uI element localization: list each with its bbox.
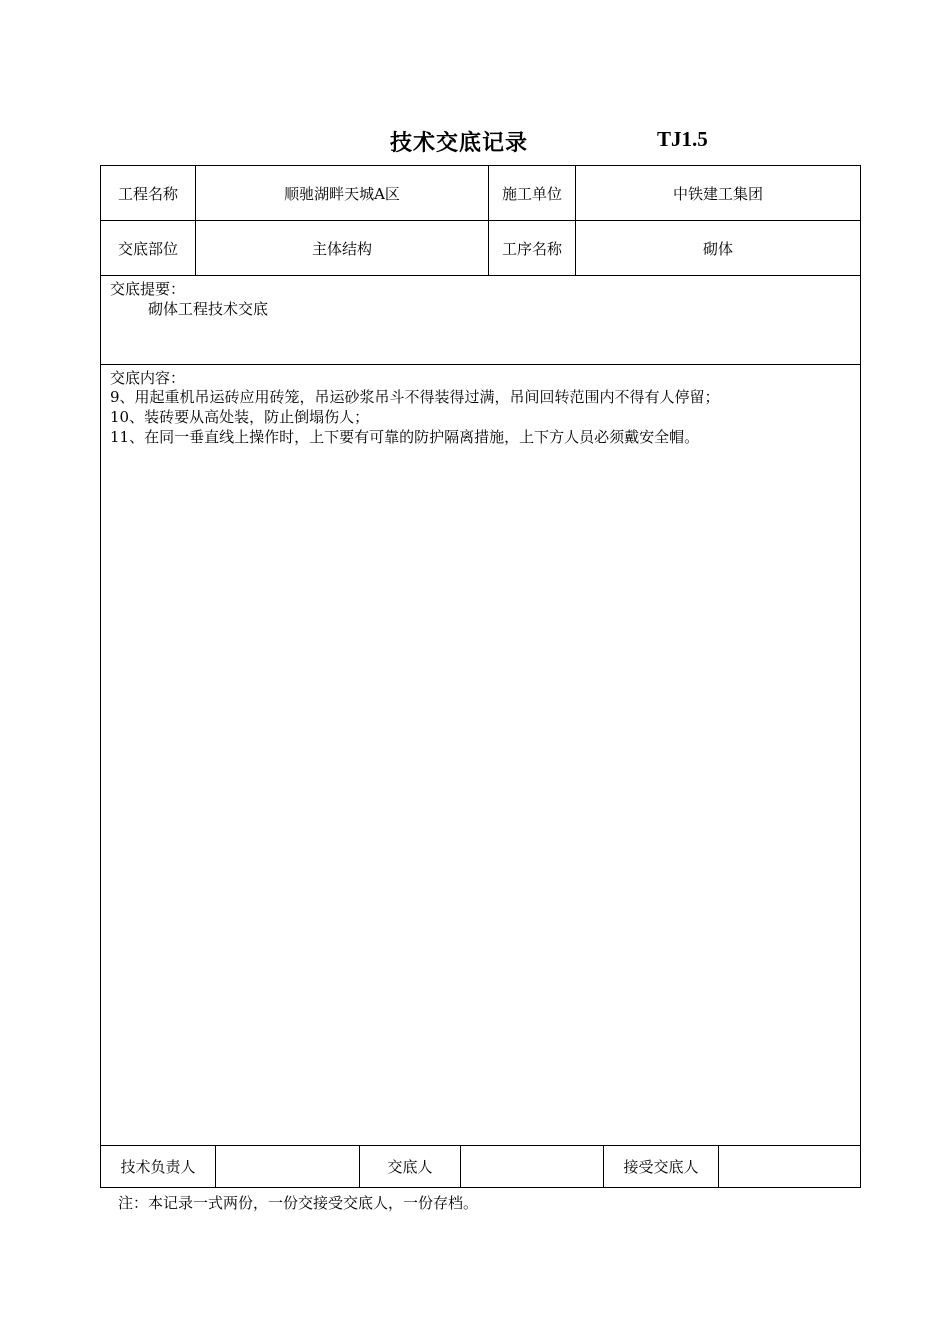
receiver-field[interactable]: [719, 1146, 860, 1187]
presenter-field[interactable]: [461, 1146, 604, 1187]
receiver-label: 接受交底人: [604, 1146, 719, 1187]
content-line: 10、装砖要从高处装，防止倒塌伤人；: [110, 408, 370, 426]
tech-lead-label: 技术负责人: [101, 1146, 216, 1187]
location-row: [101, 221, 860, 276]
presenter-label: 交底人: [360, 1146, 461, 1187]
construction-unit-label: 施工单位: [489, 166, 576, 220]
location-value: 主体结构: [196, 221, 489, 275]
content-line: 11、在同一垂直线上操作时，上下要有可靠的防护隔离措施，上下方人员必须戴安全帽。: [110, 428, 700, 446]
summary-text: 砌体工程技术交底: [148, 300, 269, 318]
location-label: 交底部位: [101, 221, 196, 275]
process-value: 砌体: [702, 239, 733, 258]
process-label: 工序名称: [489, 221, 576, 275]
content-line: 9、用起重机吊运砖应用砖笼，吊运砂浆吊斗不得装得过满，吊间回转范围内不得有人停留；: [110, 388, 720, 406]
content-block: [101, 365, 860, 1146]
document-title: 技术交底记录: [390, 130, 529, 156]
project-name-value: 顺驰湖畔天城A区: [196, 166, 489, 220]
project-name-label: 工程名称: [101, 166, 196, 220]
document-title-row: [0, 126, 950, 158]
footnote: 注：本记录一式两份，一份交接受交底人，一份存档。: [118, 1194, 479, 1212]
project-row: [101, 166, 860, 221]
summary-label: 交底提要：: [110, 280, 186, 298]
signature-row: [101, 1145, 860, 1187]
content-label: 交底内容：: [110, 369, 186, 387]
tech-lead-field[interactable]: [216, 1146, 360, 1187]
summary-block: [101, 276, 860, 365]
record-table: [100, 165, 861, 1188]
construction-unit-value: 中铁建工集团: [672, 184, 763, 203]
document-code: TJ1.5: [657, 127, 708, 151]
